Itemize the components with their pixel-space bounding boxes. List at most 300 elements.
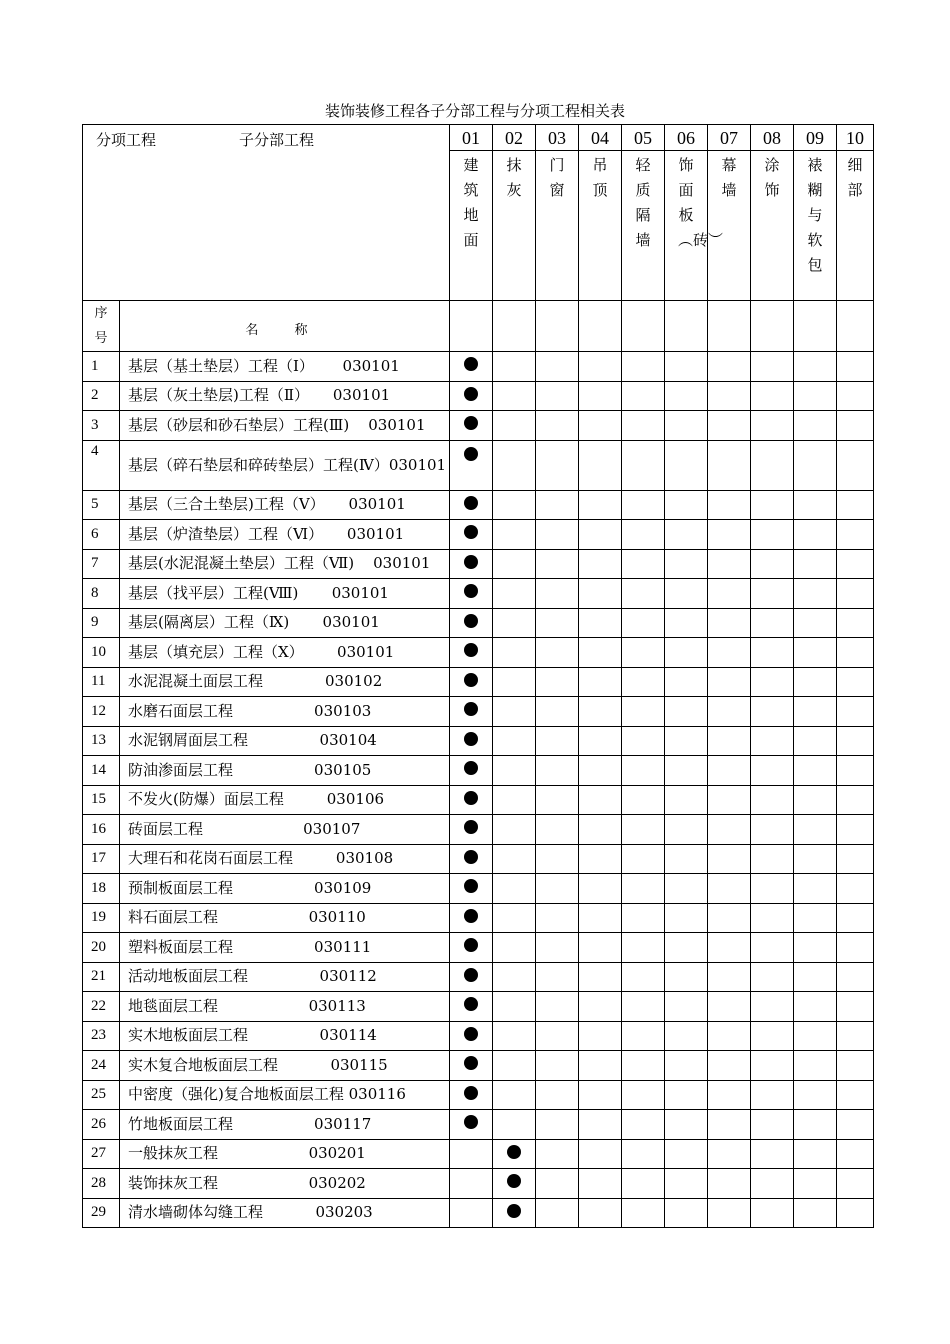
row-number: 11: [83, 667, 120, 697]
mark-cell: [622, 785, 665, 815]
mark-cell: [751, 490, 794, 520]
mark-cell: [536, 440, 579, 490]
mark-cell: [622, 411, 665, 441]
mark-cell: [708, 1169, 751, 1199]
row-name: 基层（填充层）工程（Ⅹ） 030101: [120, 638, 450, 668]
blank-cell: [837, 301, 874, 352]
category-code-10: 10: [837, 125, 874, 151]
filled-circle-mark: [464, 732, 478, 746]
row-number: 6: [83, 520, 120, 550]
mark-cell: [450, 933, 493, 963]
mark-cell: [579, 520, 622, 550]
category-code-02: 02: [493, 125, 536, 151]
row-number: 9: [83, 608, 120, 638]
row-name: 防油渗面层工程 030105: [120, 756, 450, 786]
table-row: [83, 756, 874, 786]
row-name: 基层(水泥混凝土垫层）工程（Ⅶ) 030101: [120, 549, 450, 579]
mark-cell: [708, 381, 751, 411]
mark-cell: [579, 1139, 622, 1169]
mark-cell: [536, 1080, 579, 1110]
mark-cell: [536, 697, 579, 727]
blank-cell: [450, 301, 493, 352]
row-number: 25: [83, 1080, 120, 1110]
mark-cell: [450, 1051, 493, 1081]
mark-cell: [665, 844, 708, 874]
mark-cell: [493, 756, 536, 786]
filled-circle-mark: [464, 791, 478, 805]
mark-cell: [794, 1021, 837, 1051]
mark-cell: [536, 1021, 579, 1051]
mark-cell: [794, 411, 837, 441]
row-number: 17: [83, 844, 120, 874]
mark-cell: [622, 874, 665, 904]
filled-circle-mark: [464, 525, 478, 539]
row-name: 竹地板面层工程 030117: [120, 1110, 450, 1140]
mark-cell: [450, 549, 493, 579]
row-name: 一般抹灰工程 030201: [120, 1139, 450, 1169]
mark-cell: [450, 844, 493, 874]
category-name-01: 建筑地面: [463, 156, 479, 249]
mark-cell: [450, 756, 493, 786]
mark-cell: [622, 1110, 665, 1140]
mark-cell: [837, 411, 874, 441]
mark-cell: [708, 1021, 751, 1051]
mark-cell: [450, 411, 493, 441]
mark-cell: [751, 815, 794, 845]
mark-cell: [536, 638, 579, 668]
mark-cell: [751, 520, 794, 550]
mark-cell: [493, 1021, 536, 1051]
row-number: 3: [83, 411, 120, 441]
mark-cell: [493, 992, 536, 1022]
mark-cell: [794, 1080, 837, 1110]
filled-circle-mark: [507, 1204, 521, 1218]
blank-cell: [794, 301, 837, 352]
mark-cell: [579, 992, 622, 1022]
mark-cell: [751, 874, 794, 904]
mark-cell: [665, 579, 708, 609]
mark-cell: [536, 490, 579, 520]
mark-cell: [622, 440, 665, 490]
mark-cell: [837, 992, 874, 1022]
mark-cell: [837, 726, 874, 756]
mark-cell: [665, 1198, 708, 1228]
mark-cell: [536, 756, 579, 786]
row-number: 19: [83, 903, 120, 933]
mark-cell: [579, 903, 622, 933]
table-row: [83, 667, 874, 697]
mark-cell: [708, 756, 751, 786]
mark-cell: [708, 844, 751, 874]
mark-cell: [794, 933, 837, 963]
filled-circle-mark: [464, 968, 478, 982]
mark-cell: [622, 638, 665, 668]
mark-cell: [665, 440, 708, 490]
mark-cell: [450, 785, 493, 815]
table-row: [83, 549, 874, 579]
table-row: [83, 992, 874, 1022]
mark-cell: [579, 1021, 622, 1051]
mark-cell: [536, 520, 579, 550]
mark-cell: [794, 440, 837, 490]
mark-cell: [708, 992, 751, 1022]
mark-cell: [536, 667, 579, 697]
row-name: 基层（找平层）工程(Ⅷ) 030101: [120, 579, 450, 609]
mark-cell: [493, 579, 536, 609]
row-number: 27: [83, 1139, 120, 1169]
table-row: [83, 381, 874, 411]
row-number: 21: [83, 962, 120, 992]
mark-cell: [794, 785, 837, 815]
row-name: 水磨石面层工程 030103: [120, 697, 450, 727]
blank-cell: [751, 301, 794, 352]
mark-cell: [493, 1169, 536, 1199]
mark-cell: [708, 1080, 751, 1110]
category-name-10: 细部: [847, 156, 863, 199]
mark-cell: [536, 1139, 579, 1169]
mark-cell: [708, 933, 751, 963]
table-row: [83, 1198, 874, 1228]
filled-circle-mark: [464, 879, 478, 893]
mark-cell: [450, 1080, 493, 1110]
mark-cell: [536, 381, 579, 411]
mark-cell: [708, 579, 751, 609]
mark-cell: [622, 352, 665, 382]
filled-circle-mark: [464, 584, 478, 598]
mark-cell: [579, 1198, 622, 1228]
row-number: 14: [83, 756, 120, 786]
mark-cell: [794, 697, 837, 727]
mark-cell: [751, 785, 794, 815]
filled-circle-mark: [464, 938, 478, 952]
mark-cell: [751, 579, 794, 609]
mark-cell: [579, 844, 622, 874]
table-row: [83, 1021, 874, 1051]
category-code-08: 08: [751, 125, 794, 151]
mark-cell: [622, 381, 665, 411]
filled-circle-mark: [464, 1086, 478, 1100]
mark-cell: [665, 903, 708, 933]
mark-cell: [493, 874, 536, 904]
mark-cell: [493, 1198, 536, 1228]
mark-cell: [751, 962, 794, 992]
mark-cell: [751, 608, 794, 638]
category-code-06: 06: [665, 125, 708, 151]
mark-cell: [579, 549, 622, 579]
mark-cell: [579, 411, 622, 441]
mark-cell: [751, 549, 794, 579]
row-name: 地毯面层工程 030113: [120, 992, 450, 1022]
mark-cell: [794, 1051, 837, 1081]
mark-cell: [622, 756, 665, 786]
row-name: 砖面层工程 030107: [120, 815, 450, 845]
mark-cell: [579, 1080, 622, 1110]
mark-cell: [837, 756, 874, 786]
blank-cell: [579, 301, 622, 352]
mark-cell: [536, 785, 579, 815]
mark-cell: [493, 520, 536, 550]
row-number: 28: [83, 1169, 120, 1199]
mark-cell: [622, 490, 665, 520]
mark-cell: [794, 608, 837, 638]
mark-cell: [665, 1051, 708, 1081]
row-number: 1: [83, 352, 120, 382]
table-row: [83, 903, 874, 933]
row-name: 活动地板面层工程 030112: [120, 962, 450, 992]
mark-cell: [837, 844, 874, 874]
mark-cell: [751, 992, 794, 1022]
mark-cell: [751, 1110, 794, 1140]
mark-cell: [794, 992, 837, 1022]
name-header: 名 称: [245, 322, 324, 338]
row-name: 料石面层工程 030110: [120, 903, 450, 933]
mark-cell: [708, 411, 751, 441]
mark-cell: [622, 1169, 665, 1199]
mark-cell: [450, 874, 493, 904]
mark-cell: [794, 549, 837, 579]
table-row: [83, 1051, 874, 1081]
mark-cell: [794, 756, 837, 786]
row-name: 基层(隔离层）工程（Ⅸ) 030101: [120, 608, 450, 638]
mark-cell: [493, 667, 536, 697]
row-number: 22: [83, 992, 120, 1022]
mark-cell: [665, 490, 708, 520]
mark-cell: [622, 844, 665, 874]
mark-cell: [450, 992, 493, 1022]
mark-cell: [665, 756, 708, 786]
mark-cell: [708, 874, 751, 904]
category-name-02: 抹灰: [506, 156, 522, 199]
table-row: [83, 697, 874, 727]
filled-circle-mark: [464, 1115, 478, 1129]
mark-cell: [751, 352, 794, 382]
row-number: 2: [83, 381, 120, 411]
filled-circle-mark: [464, 1027, 478, 1041]
row-number: 23: [83, 1021, 120, 1051]
mark-cell: [665, 697, 708, 727]
mark-cell: [622, 1198, 665, 1228]
mark-cell: [493, 440, 536, 490]
mark-cell: [837, 962, 874, 992]
mark-cell: [622, 726, 665, 756]
row-name: 预制板面层工程 030109: [120, 874, 450, 904]
mark-cell: [622, 697, 665, 727]
mark-cell: [837, 1021, 874, 1051]
filled-circle-mark: [464, 702, 478, 716]
mark-cell: [450, 490, 493, 520]
mark-cell: [794, 815, 837, 845]
mark-cell: [708, 549, 751, 579]
mark-cell: [708, 608, 751, 638]
category-name-cell-08: [751, 151, 794, 301]
mark-cell: [450, 726, 493, 756]
category-name-cell-04: [579, 151, 622, 301]
mark-cell: [622, 1051, 665, 1081]
mark-cell: [493, 1080, 536, 1110]
row-name: 基层（三合土垫层)工程（Ⅴ） 030101: [120, 490, 450, 520]
mark-cell: [450, 1110, 493, 1140]
mark-cell: [536, 1169, 579, 1199]
mark-cell: [493, 411, 536, 441]
name-header-cell: [120, 301, 450, 352]
table-row: [83, 785, 874, 815]
row-name: 基层（基土垫层）工程（Ⅰ） 030101: [120, 352, 450, 382]
mark-cell: [794, 667, 837, 697]
mark-cell: [450, 1021, 493, 1051]
table-row: [83, 1169, 874, 1199]
mark-cell: [665, 667, 708, 697]
category-code-03: 03: [536, 125, 579, 151]
filled-circle-mark: [507, 1174, 521, 1188]
mark-cell: [493, 1110, 536, 1140]
table-row: [83, 638, 874, 668]
mark-cell: [837, 638, 874, 668]
mark-cell: [536, 549, 579, 579]
mark-cell: [794, 903, 837, 933]
mark-cell: [493, 1139, 536, 1169]
mark-cell: [450, 962, 493, 992]
mark-cell: [708, 903, 751, 933]
mark-cell: [665, 726, 708, 756]
mark-cell: [665, 352, 708, 382]
filled-circle-mark: [464, 614, 478, 628]
mark-cell: [536, 579, 579, 609]
mark-cell: [751, 697, 794, 727]
table-row: [83, 490, 874, 520]
row-name: 中密度（强化)复合地板面层工程 030116: [120, 1080, 450, 1110]
category-name-03: 门窗: [549, 156, 565, 199]
row-name: 塑料板面层工程 030111: [120, 933, 450, 963]
row-name: 水泥混凝土面层工程 030102: [120, 667, 450, 697]
table-row: [83, 1110, 874, 1140]
mark-cell: [837, 874, 874, 904]
mark-cell: [493, 785, 536, 815]
mark-cell: [751, 638, 794, 668]
mark-cell: [536, 1110, 579, 1140]
blank-cell: [536, 301, 579, 352]
category-name-07: 幕墙: [721, 156, 737, 199]
category-name-08: 涂饰: [764, 156, 780, 199]
filled-circle-mark: [464, 643, 478, 657]
mark-cell: [493, 490, 536, 520]
mark-cell: [751, 756, 794, 786]
mark-cell: [794, 579, 837, 609]
row-number: 8: [83, 579, 120, 609]
relation-table: [82, 124, 874, 1228]
mark-cell: [450, 352, 493, 382]
mark-cell: [708, 815, 751, 845]
mark-cell: [536, 1051, 579, 1081]
category-code-09: 09: [794, 125, 837, 151]
category-name-cell-02: [493, 151, 536, 301]
mark-cell: [493, 697, 536, 727]
mark-cell: [622, 962, 665, 992]
filled-circle-mark: [464, 820, 478, 834]
filled-circle-mark: [464, 673, 478, 687]
mark-cell: [493, 844, 536, 874]
filled-circle-mark: [507, 1145, 521, 1159]
mark-cell: [708, 785, 751, 815]
mark-cell: [708, 1051, 751, 1081]
mark-cell: [751, 1021, 794, 1051]
mark-cell: [665, 933, 708, 963]
filled-circle-mark: [464, 997, 478, 1011]
mark-cell: [751, 1080, 794, 1110]
mark-cell: [493, 638, 536, 668]
category-name-cell-10: [837, 151, 874, 301]
blank-cell: [622, 301, 665, 352]
mark-cell: [751, 844, 794, 874]
mark-cell: [837, 549, 874, 579]
mark-cell: [622, 1021, 665, 1051]
mark-cell: [579, 1051, 622, 1081]
row-number: 10: [83, 638, 120, 668]
mark-cell: [493, 903, 536, 933]
row-number: 12: [83, 697, 120, 727]
mark-cell: [794, 874, 837, 904]
table-row: [83, 352, 874, 382]
mark-cell: [665, 815, 708, 845]
mark-cell: [536, 726, 579, 756]
mark-cell: [837, 520, 874, 550]
mark-cell: [837, 1169, 874, 1199]
mark-cell: [794, 962, 837, 992]
mark-cell: [622, 549, 665, 579]
mark-cell: [450, 381, 493, 411]
mark-cell: [622, 992, 665, 1022]
row-name: 水泥钢屑面层工程 030104: [120, 726, 450, 756]
mark-cell: [708, 1139, 751, 1169]
mark-cell: [450, 1139, 493, 1169]
mark-cell: [794, 638, 837, 668]
category-name-cell-06: [665, 151, 724, 301]
table-row: [83, 874, 874, 904]
mark-cell: [751, 1169, 794, 1199]
document-title: 装饰装修工程各子分部工程与分项工程相关表: [324, 102, 625, 120]
mark-cell: [751, 1139, 794, 1169]
mark-cell: [450, 579, 493, 609]
row-number: 20: [83, 933, 120, 963]
category-name-09: 裱糊与软包: [807, 156, 823, 274]
table-row: [83, 726, 874, 756]
mark-cell: [579, 756, 622, 786]
mark-cell: [579, 874, 622, 904]
mark-cell: [837, 785, 874, 815]
mark-cell: [536, 874, 579, 904]
mark-cell: [708, 440, 751, 490]
mark-cell: [665, 1110, 708, 1140]
mark-cell: [794, 381, 837, 411]
mark-cell: [622, 815, 665, 845]
mark-cell: [493, 352, 536, 382]
mark-cell: [493, 962, 536, 992]
mark-cell: [751, 903, 794, 933]
mark-cell: [622, 608, 665, 638]
row-number: 15: [83, 785, 120, 815]
mark-cell: [837, 1139, 874, 1169]
mark-cell: [708, 490, 751, 520]
mark-cell: [837, 352, 874, 382]
category-code-01: 01: [450, 125, 493, 151]
mark-cell: [837, 667, 874, 697]
mark-cell: [536, 815, 579, 845]
mark-cell: [837, 440, 874, 490]
filled-circle-mark: [464, 447, 478, 461]
filled-circle-mark: [464, 357, 478, 371]
mark-cell: [751, 726, 794, 756]
mark-cell: [536, 608, 579, 638]
mark-cell: [536, 1198, 579, 1228]
